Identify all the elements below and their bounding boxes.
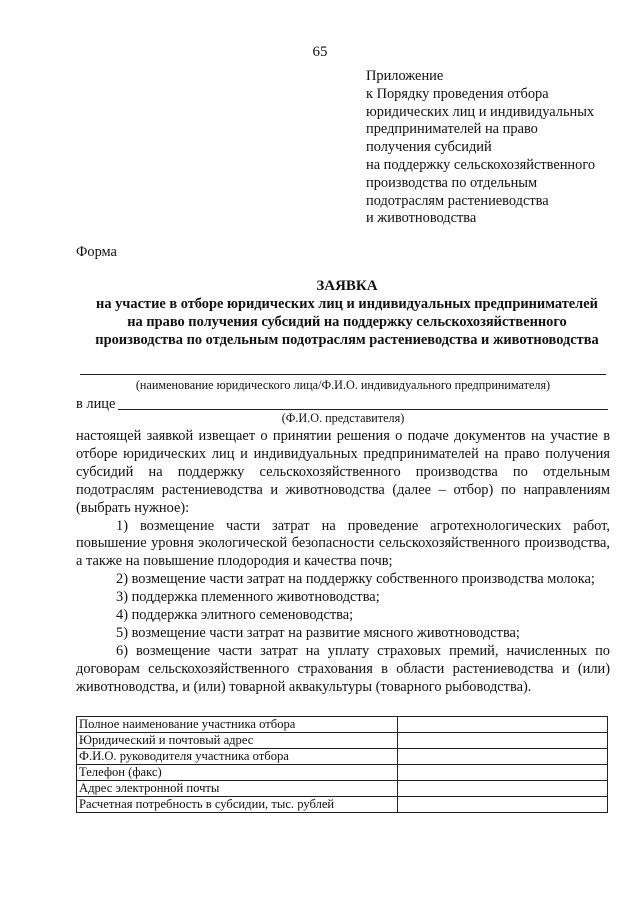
- name-caption: (наименование юридического лица/Ф.И.О. индивидуального предпринимателя): [135, 378, 551, 392]
- table-row: [77, 765, 608, 781]
- appendix-header: [366, 68, 626, 228]
- table-value[interactable]: [398, 797, 608, 813]
- appendix-line: производства по отдельным: [366, 174, 538, 191]
- table-value[interactable]: [398, 781, 608, 797]
- table-value[interactable]: [398, 749, 608, 765]
- appendix-line: предпринимателей на право: [366, 121, 538, 138]
- representative-fill-line[interactable]: [118, 409, 608, 410]
- table-row: [77, 797, 608, 813]
- representative-caption: (Ф.И.О. представителя): [281, 411, 405, 425]
- table-row: [77, 749, 608, 765]
- table-value[interactable]: [398, 765, 608, 781]
- name-fill-line[interactable]: [80, 374, 606, 375]
- intro-paragraph: настоящей заявкой извещает о принятии решения о подаче документов на участие в отборе юридических лиц и индивидуальных предпринимателей на право получения субсидий на поддержку сельскохозяйственного производства по отдельным подотраслям растениеводства и животноводства (далее – отбор) по направлениям (выбрать нужное):: [76, 428, 610, 516]
- appendix-line: на поддержку сельскохозяйственного: [366, 156, 596, 173]
- appendix-line: и животноводства: [366, 210, 477, 227]
- form-label: Форма: [76, 244, 117, 260]
- table-row: [77, 781, 608, 797]
- direction-item: 3) поддержка племенного животноводства;: [116, 589, 380, 606]
- direction-item: 6) возмещение части затрат на уплату страховых премий, начисленных по договорам сельскохозяйственного страхования в области растениеводства и (или) животноводства, и (или) товарной аквакультуры (товарного рыбоводства).: [76, 642, 610, 695]
- table-value[interactable]: [398, 717, 608, 733]
- direction-item: 4) поддержка элитного семеноводства;: [116, 607, 354, 624]
- appendix-line: получения субсидий: [366, 139, 492, 156]
- table-label: Полное наименование участника отбора: [77, 717, 398, 733]
- application-body: [76, 428, 610, 697]
- title-line: производства по отдельным подотраслям растениеводства и животноводства: [95, 332, 599, 348]
- table-label: Адрес электронной почты: [77, 781, 398, 797]
- table-label: Ф.И.О. руководителя участника отбора: [77, 749, 398, 765]
- direction-item: 2) возмещение части затрат на поддержку собственного производства молока;: [116, 571, 595, 588]
- document-title: [72, 277, 622, 349]
- title-line: на участие в отборе юридических лиц и индивидуальных предпринимателей: [96, 296, 598, 312]
- table-label: Телефон (факс): [77, 765, 398, 781]
- appendix-line: юридических лиц и индивидуальных: [366, 103, 595, 120]
- in-person-label: в лице: [76, 396, 116, 412]
- direction-item: 1) возмещение части затрат на проведение агротехнологических работ, повышение уровня экологической безопасности сельскохозяйственного производства, а также на повышение плодородия и качества почв;: [76, 517, 610, 570]
- table-row: [77, 717, 608, 733]
- table-value[interactable]: [398, 733, 608, 749]
- page-number: 65: [312, 44, 328, 60]
- table-row: [77, 733, 608, 749]
- table-label: Расчетная потребность в субсидии, тыс. рублей: [77, 797, 398, 813]
- title-heading: ЗАЯВКА: [316, 278, 378, 294]
- direction-item: 5) возмещение части затрат на развитие мясного животноводства;: [116, 624, 520, 641]
- participant-info-table: [76, 716, 608, 813]
- title-line: на право получения субсидий на поддержку сельскохозяйственного: [127, 314, 567, 330]
- appendix-line: подотраслям растениеводства: [366, 192, 549, 209]
- table-label: Юридический и почтовый адрес: [77, 733, 398, 749]
- appendix-line: к Порядку проведения отбора: [366, 85, 549, 102]
- appendix-line: Приложение: [366, 68, 444, 84]
